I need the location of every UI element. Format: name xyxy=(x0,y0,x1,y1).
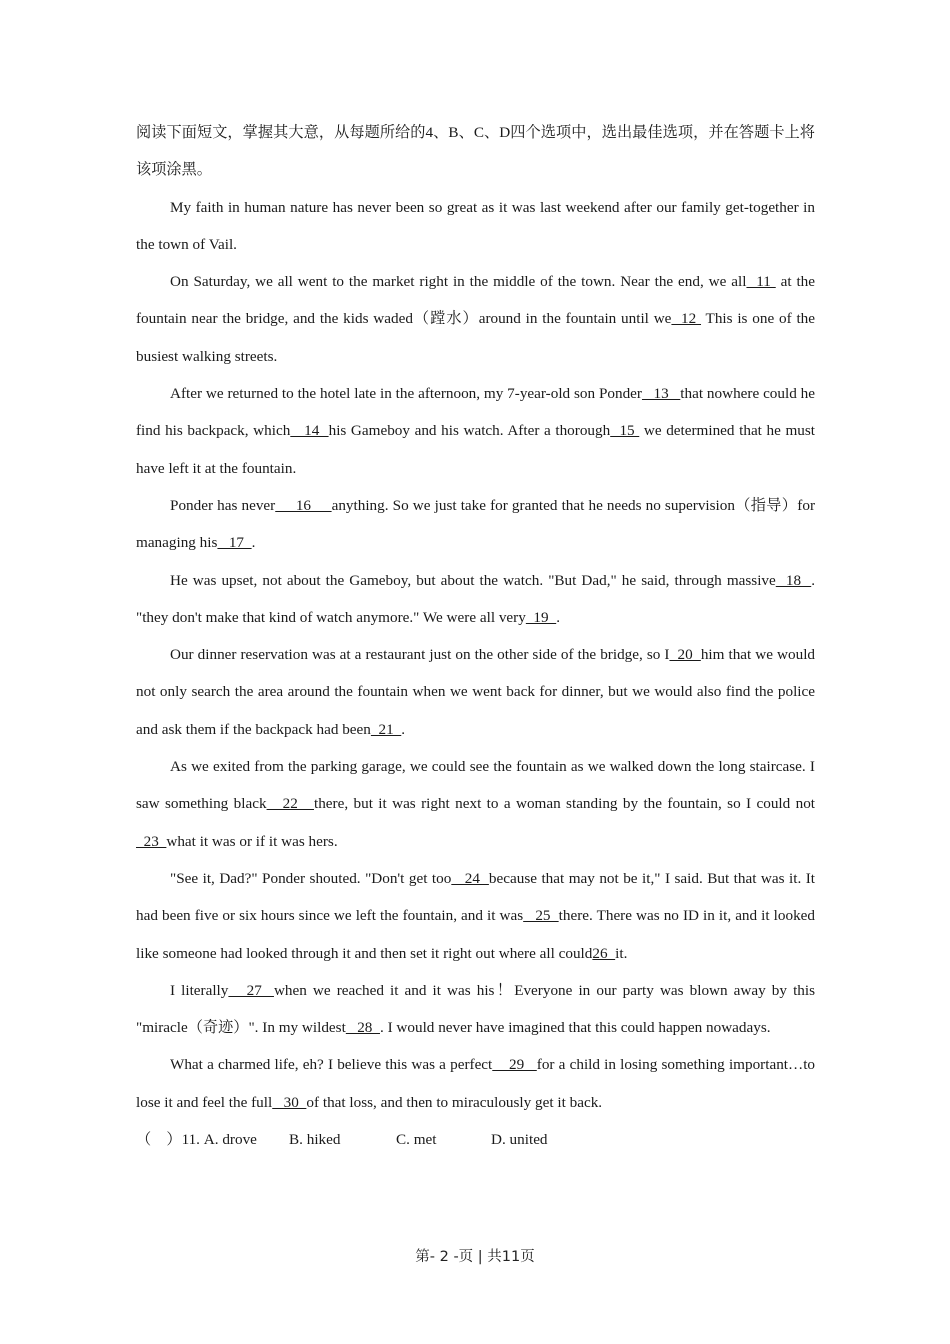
blank-30: 30 xyxy=(272,1093,307,1111)
blank-23: 23 xyxy=(136,832,167,850)
blank-25: 25 xyxy=(523,907,559,925)
blank-24: 24 xyxy=(451,869,489,887)
paragraph-4: Ponder has never 16 anything. So we just take for granted that he needs no supervision（指导）for managing his 17 . xyxy=(136,496,816,552)
paragraph-8: "See it, Dad?" Ponder shouted. "Don't get too 24 because that may not be it," I said. But that was it. It had been five or six hours since we left the fountain, and it was 25 there. There was no ID in it, and it looked like someone had looked through it and then set it right out where all could26 it. xyxy=(136,869,816,962)
blank-19: 19 xyxy=(525,608,557,626)
option-a: （ ）11. A. drove xyxy=(136,1131,257,1149)
paragraph-2: On Saturday, we all went to the market right in the middle of the town. Near the end, we all 11 at the fountain near the bridge, and the kids waded（蹚水）around in the fountain until we 12 This is one of the busiest walking streets. xyxy=(136,273,816,365)
blank-27: 27 xyxy=(228,981,274,999)
paragraph-6: Our dinner reservation was at a restaurant just on the other side of the bridge, so I 20 him that we would not only search the area around the fountain when we went back for dinner, but we would also find the police and ask them if the backpack had been 21 . xyxy=(136,646,816,738)
blank-18: 18 xyxy=(775,571,812,589)
blank-21: 21 xyxy=(370,720,402,738)
blank-22: 22 xyxy=(266,795,314,813)
option-d: D. united xyxy=(491,1131,548,1149)
document-body xyxy=(136,114,815,1158)
question-11-options xyxy=(136,1121,815,1158)
option-c: C. met xyxy=(396,1131,437,1149)
blank-12: 12 xyxy=(671,310,702,328)
blank-11: 11 xyxy=(746,273,776,291)
blank-28: 28 xyxy=(345,1019,380,1037)
blank-16: 16 xyxy=(275,496,332,514)
paragraph-5: He was upset, not about the Gameboy, but about the watch. "But Dad," he said, through massive 18 . "they don't make that kind of watch anymore." We were all very 19 . xyxy=(136,571,816,626)
blank-13: 13 xyxy=(641,385,681,403)
paragraph-9: I literally 27 when we reached it and it was his！Everyone in our party was blown away by this "miracle（奇迹）". In my wildest 28 . I would never have imagined that this could happen nowadays. xyxy=(136,981,816,1037)
blank-26: 26 xyxy=(592,944,616,962)
paragraph-10: What a charmed life, eh? I believe this was a perfect 29 for a child in losing something important…to lose it and feel the full 30 of that loss, and then to miraculously get it back. xyxy=(136,1056,816,1111)
blank-20: 20 xyxy=(669,646,701,664)
paragraph-7: As we exited from the parking garage, we could see the fountain as we walked down the long staircase. I saw something black 22 there, but it was right next to a woman standing by the fountain, so I could not 23 what it was or if it was hers. xyxy=(136,758,816,850)
paragraph-1: My faith in human nature has never been so great as it was last weekend after our family get-together in the town of Vail. xyxy=(136,198,815,253)
instructions: 阅读下面短文，掌握其大意，从每题所给的4、B、C、D四个选项中，选出最佳选项，并在答题卡上将该项涂黑。 xyxy=(136,124,815,179)
paragraph-3: After we returned to the hotel late in the afternoon, my 7-year-old son Ponder 13 that nowhere could he find his backpack, which 14 his Gameboy and his watch. After a thorough 15 we determined that he must have left it at the fountain. xyxy=(136,385,816,477)
blank-15: 15 xyxy=(610,422,640,440)
blank-14: 14 xyxy=(290,422,329,440)
option-b: B. hiked xyxy=(289,1131,341,1149)
page-footer: 第- 2 -页 | 共11页 xyxy=(415,1249,535,1265)
blank-29: 29 xyxy=(492,1056,537,1074)
blank-17: 17 xyxy=(217,534,252,552)
